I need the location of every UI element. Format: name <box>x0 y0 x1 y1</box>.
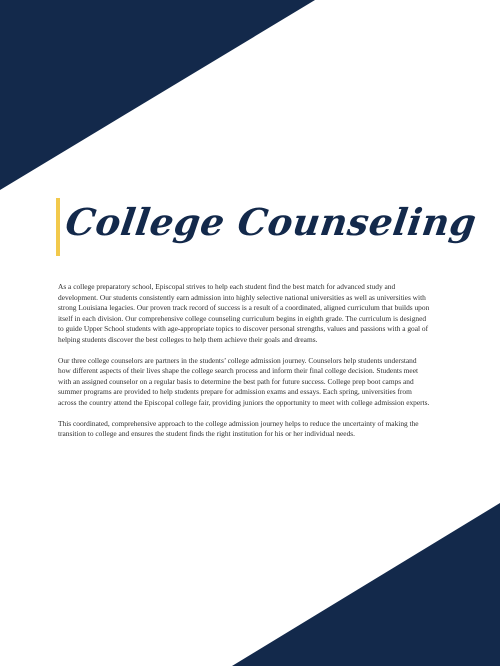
page-title: College Counseling <box>62 200 480 244</box>
paragraph-intro: As a college preparatory school, Episcopal strives to help each student find the best match for advanced study and development. Our students consistently earn admission into highly selective national universities as well as universities with strong Louisiana legacies. Our proven track record of success is a result of a coordinated, aligned curriculum that builds upon itself in each division. Our comprehensive college counseling curriculum begins in eighth grade. The curriculum is designed to guide Upper School students with age-appropriate topics to discover personal strengths, values and passions with a goal of helping students discover the best colleges to help them achieve their goals and dreams. <box>58 282 430 344</box>
heading-accent-bar <box>56 198 60 256</box>
bottom-navy-triangle <box>232 503 500 666</box>
body-text <box>58 282 430 450</box>
paragraph-counselors: Our three college counselors are partners in the students’ college admission journey. Counselors help students understand how different aspects of their lives shape the college search process and inform their final college decision. Students meet with an assigned counselor on a regular basis to determine the best path for future success. College prep boot camps and summer programs are provided to help students prepare for admission exams and essays. Each spring, universities from across the country attend the Episcopal college fair, providing juniors the opportunity to meet with college admission experts. <box>58 355 430 407</box>
paragraph-approach: This coordinated, comprehensive approach to the college admission journey helps to reduce the uncertainty of making the transition to college and ensures the student finds the right institution for his or her individual needs. <box>58 418 419 438</box>
top-navy-triangle <box>0 0 315 190</box>
